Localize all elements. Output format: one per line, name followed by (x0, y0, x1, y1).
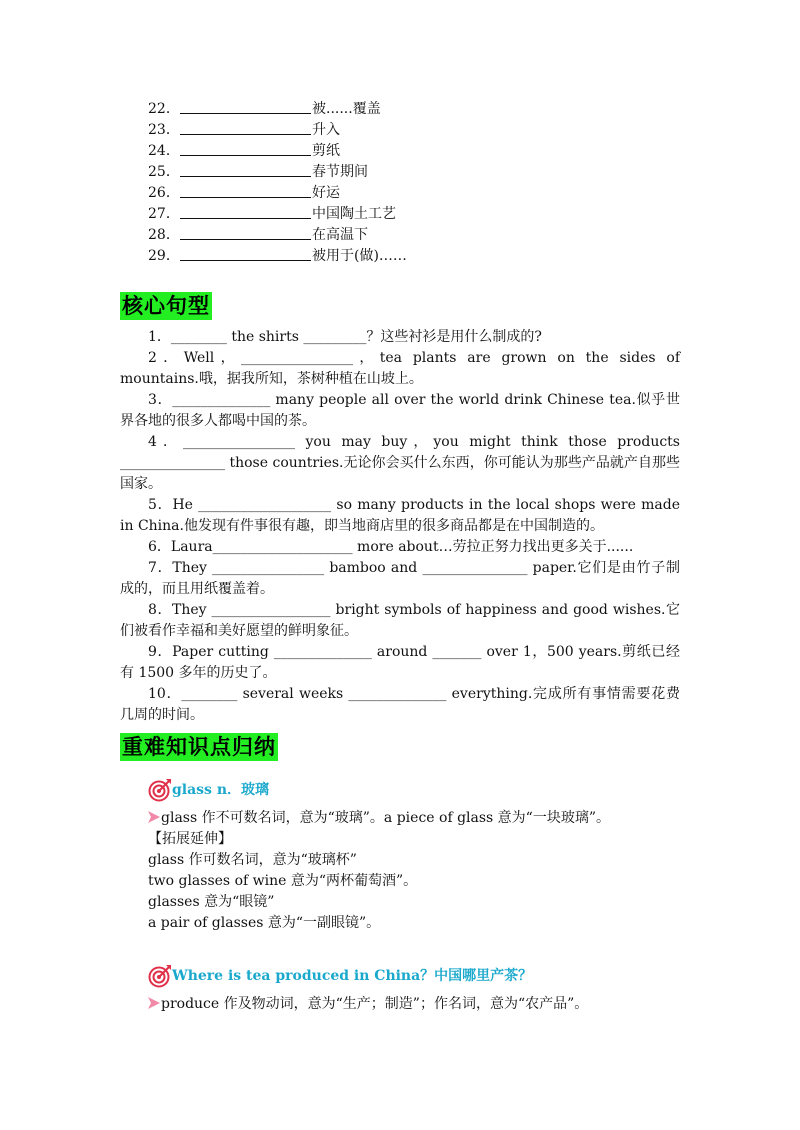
sentence-list (120, 327, 680, 726)
answer-blank (180, 204, 311, 219)
sentence-item: 9．Paper cutting ______________ around _______ over 1，500 years.剪纸已经有 1500 多年的历史了。 (120, 644, 680, 681)
vocab-number: 29． (148, 248, 180, 264)
sentence-item: 2．Well，________________，tea plants are grown on the sides of mountains.哦，据我所知，茶树种植在山坡上。 (120, 350, 680, 387)
point-line: 【拓展延伸】 (148, 831, 232, 847)
sentence-item: 4．________________ you may buy，you might think those products _______________ those countries.无论你会买什么东西，你可能认为那些产品就产自那些国家。 (120, 434, 680, 492)
point-title: glass n．玻璃 (172, 782, 269, 798)
vocab-item (148, 162, 668, 183)
point-line-text: produce 作及物动词，意为“生产；制造”；作名词，意为“农产品”。 (161, 996, 589, 1012)
vocab-meaning: 在高温下 (312, 227, 368, 243)
point-line (120, 994, 680, 1015)
sentence-item: 8．They _________________ bright symbols of happiness and good wishes.它们被看作幸福和美好愿望的鲜明象征。 (120, 602, 680, 639)
vocab-item (148, 99, 668, 120)
point-line (120, 808, 680, 829)
vocab-meaning: 春节期间 (312, 164, 368, 180)
vocab-item (148, 183, 668, 204)
section-heading-key-points: 重难知识点归纳 (122, 735, 276, 759)
vocab-number: 23． (148, 122, 180, 138)
arrow-icon (148, 811, 160, 823)
arrow-icon (148, 997, 160, 1009)
vocab-meaning: 中国陶土工艺 (312, 206, 396, 222)
vocab-item (148, 120, 668, 141)
knowledge-point-glass (120, 776, 680, 934)
target-icon (148, 778, 172, 802)
sentence-item: 1．________ the shirts _________？这些衬衫是用什么制成的? (148, 329, 542, 345)
vocab-number: 22． (148, 101, 180, 117)
vocab-meaning: 被......覆盖 (312, 101, 381, 117)
point-title-row (120, 962, 680, 990)
vocab-number: 26． (148, 185, 180, 201)
point-line: glasses 意为“眼镜” (148, 894, 275, 910)
vocab-number: 27． (148, 206, 180, 222)
answer-blank (180, 183, 311, 198)
vocab-meaning: 被用于(做)…… (312, 248, 407, 264)
vocab-item (148, 141, 668, 162)
vocab-list (148, 99, 668, 267)
point-line: two glasses of wine 意为“两杯葡萄酒”。 (148, 873, 418, 889)
answer-blank (180, 120, 311, 135)
answer-blank (180, 246, 311, 261)
point-line: a pair of glasses 意为“一副眼镜”。 (148, 915, 381, 931)
point-title-row (120, 776, 680, 804)
answer-blank (180, 225, 311, 240)
vocab-number: 24． (148, 143, 180, 159)
sentence-item: 5．He ___________________ so many products in the local shops were made in China.他发现有件事很有趣，即当地商店里的很多商品都是在中国制造的。 (120, 497, 680, 534)
vocab-number: 25． (148, 164, 180, 180)
answer-blank (180, 141, 311, 156)
vocab-number: 28． (148, 227, 180, 243)
sentence-item: 3．______________ many people all over the world drink Chinese tea.似乎世界各地的很多人都喝中国的茶。 (120, 392, 680, 429)
section-heading-core-sentences: 核心句型 (122, 294, 210, 318)
knowledge-point-tea-produced (120, 962, 680, 1015)
sentence-item: 10．________ several weeks ______________ everything.完成所有事情需要花费几周的时间。 (120, 686, 680, 723)
point-line: glass 作可数名词，意为“玻璃杯” (148, 852, 357, 868)
answer-blank (180, 99, 311, 114)
vocab-item (148, 225, 668, 246)
vocab-item (148, 204, 668, 225)
vocab-meaning: 升入 (312, 122, 340, 138)
sentence-item: 7．They ________________ bamboo and _______________ paper.它们是由竹子制成的，而且用纸覆盖着。 (120, 560, 680, 597)
sentence-item: 6．Laura____________________ more about…劳拉正努力找出更多关于...... (148, 539, 634, 555)
vocab-item (148, 246, 668, 267)
target-icon (148, 964, 172, 988)
point-title: Where is tea produced in China？中国哪里产茶？ (172, 968, 533, 984)
point-line-text: glass 作不可数名词，意为“玻璃”。a piece of glass 意为“一块玻璃”。 (161, 810, 610, 826)
vocab-meaning: 剪纸 (312, 143, 340, 159)
vocab-meaning: 好运 (312, 185, 340, 201)
answer-blank (180, 162, 311, 177)
